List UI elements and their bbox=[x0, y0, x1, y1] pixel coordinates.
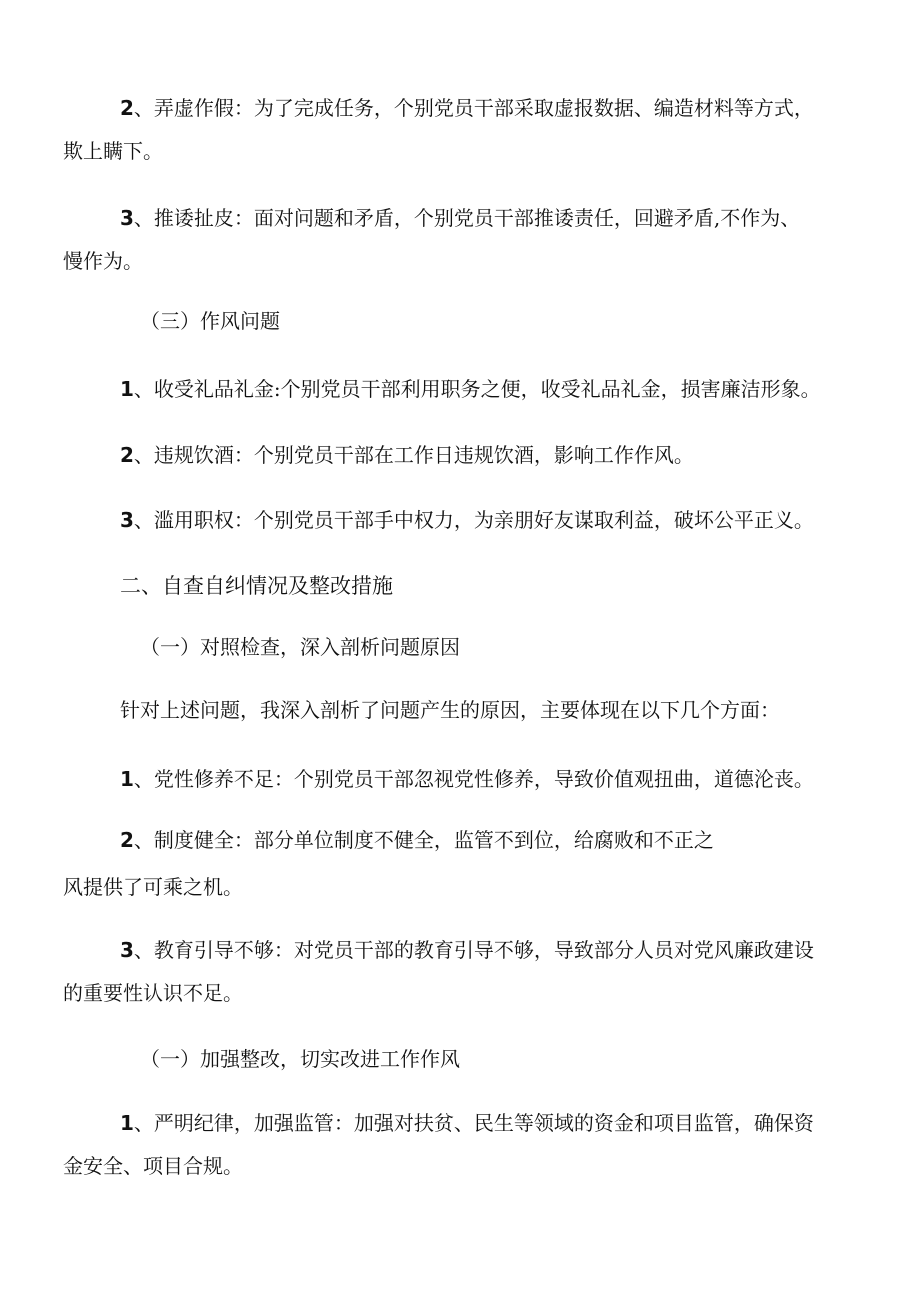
paragraph-system-line1 bbox=[120, 828, 880, 852]
paragraph-education-line2: 的重要性认识不足。 bbox=[63, 981, 243, 1005]
subheading-work-style: （三）作风问题 bbox=[140, 309, 280, 333]
item-number: 1 bbox=[120, 767, 134, 791]
paragraph-fraud-line1 bbox=[120, 96, 880, 120]
paragraph-discipline-line1 bbox=[120, 1111, 880, 1135]
paragraph-education-line1 bbox=[120, 938, 880, 962]
paragraph-party-spirit bbox=[120, 767, 880, 791]
paragraph-text: 、党性修养不足：个别党员干部忽视党性修养，导致价值观扭曲，道德沦丧。 bbox=[133, 767, 814, 791]
item-number: 3 bbox=[120, 508, 134, 532]
paragraph-abuse-power bbox=[120, 508, 880, 532]
paragraph-intro: 针对上述问题，我深入剖析了问题产生的原因，主要体现在以下几个方面： bbox=[120, 698, 780, 722]
item-number: 1 bbox=[120, 377, 134, 401]
section-heading-2: 二、自查自纠情况及整改措施 bbox=[120, 574, 393, 598]
paragraph-text: 、违规饮酒：个别党员干部在工作日违规饮酒，影响工作作风。 bbox=[133, 443, 694, 467]
paragraph-buckpassing-line2: 慢作为。 bbox=[63, 249, 143, 273]
item-number: 2 bbox=[120, 443, 134, 467]
subheading-rectification: （一）加强整改，切实改进工作作风 bbox=[140, 1047, 460, 1071]
paragraph-drinking bbox=[120, 443, 880, 467]
paragraph-system-line2: 风提供了可乘之机。 bbox=[63, 875, 243, 899]
paragraph-text: 、推诿扯皮：面对问题和矛盾，个别党员干部推诿责任，回避矛盾,不作为、 bbox=[133, 206, 801, 230]
paragraph-discipline-line2: 金安全、项目合规。 bbox=[63, 1154, 243, 1178]
paragraph-buckpassing-line1 bbox=[120, 206, 880, 230]
paragraph-gifts bbox=[120, 377, 880, 401]
paragraph-text: 、弄虚作假：为了完成任务，个别党员干部采取虚报数据、编造材料等方式， bbox=[133, 96, 814, 120]
paragraph-text: 、滥用职权：个别党员干部手中权力，为亲朋好友谋取利益，破坏公平正义。 bbox=[133, 508, 814, 532]
paragraph-text: 、教育引导不够：对党员干部的教育引导不够，导致部分人员对党风廉政建设 bbox=[133, 938, 814, 962]
paragraph-text: 、收受礼品礼金:个别党员干部利用职务之便，收受礼品礼金，损害廉洁形象。 bbox=[133, 377, 821, 401]
item-number: 2 bbox=[120, 96, 134, 120]
paragraph-text: 、严明纪律，加强监管：加强对扶贫、民生等领域的资金和项目监管，确保资 bbox=[133, 1111, 814, 1135]
item-number: 1 bbox=[120, 1111, 134, 1135]
paragraph-text: 、制度健全：部分单位制度不健全，监管不到位，给腐败和不正之 bbox=[133, 828, 714, 852]
subheading-check-analysis: （一）对照检查，深入剖析问题原因 bbox=[140, 635, 460, 659]
paragraph-fraud-line2: 欺上瞒下。 bbox=[63, 139, 163, 163]
item-number: 2 bbox=[120, 828, 134, 852]
item-number: 3 bbox=[120, 206, 134, 230]
item-number: 3 bbox=[120, 938, 134, 962]
